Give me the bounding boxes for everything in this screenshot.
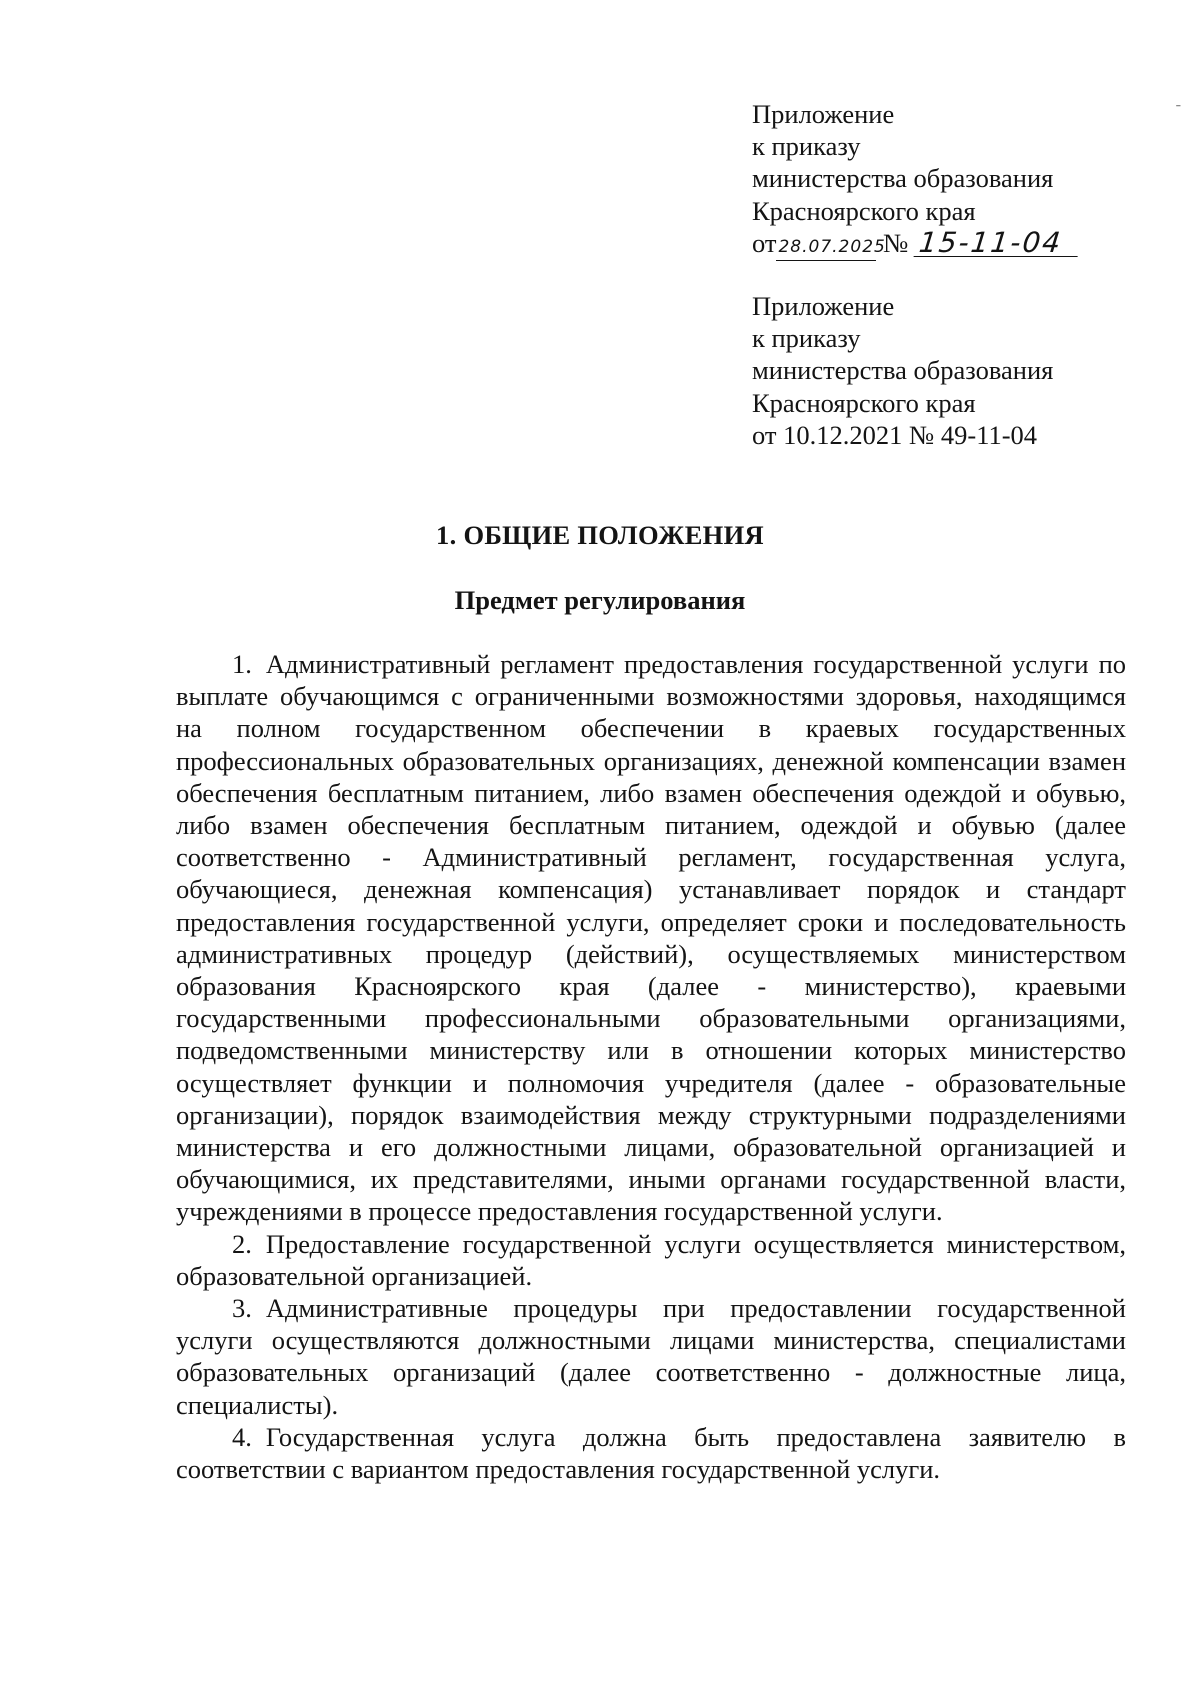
handwritten-date: 28.07.2025 xyxy=(776,234,876,261)
paragraph-text: Предоставление государственной услуги осуществляется министерством, образовательной организацией. xyxy=(176,1228,1126,1291)
section-title: 1. ОБЩИЕ ПОЛОЖЕНИЯ xyxy=(436,520,764,550)
appendix-order-date-number: от 10.12.2021 № 49-11-04 xyxy=(752,419,1038,450)
appendix-order-ref: к приказу xyxy=(752,323,861,354)
appendix-region: Красноярского края xyxy=(752,195,976,226)
appendix-label: Приложение xyxy=(752,99,895,129)
appendix-order-ref: к приказу xyxy=(752,131,861,162)
paragraph-number: 2. xyxy=(232,1228,252,1259)
appendix-order-line xyxy=(752,227,1079,261)
paragraph-number: 3. xyxy=(232,1293,252,1324)
subsection-title: Предмет регулирования xyxy=(454,585,746,615)
appendix-header-new xyxy=(752,98,1079,261)
paragraph-2 xyxy=(176,1228,1126,1292)
paragraph-4 xyxy=(176,1421,1126,1485)
paragraph-3 xyxy=(176,1292,1126,1421)
paragraph-text: Государственная услуга должна быть предоставлена заявителю в соответствии с вариантом предоставления государственной услуги. xyxy=(176,1421,1126,1485)
corner-mark: ˉ xyxy=(1176,103,1181,118)
paragraph-text: Административные процедуры при предоставлении государственной услуги осуществляются должностными лицами министерства, специалистами образовательных организаций (далее соответственно - должностные лица, специалисты). xyxy=(176,1293,1126,1420)
appendix-label: Приложение xyxy=(752,291,895,321)
number-label: № xyxy=(883,227,909,258)
paragraph-number: 1. xyxy=(232,649,252,679)
appendix-ministry: министерства образования xyxy=(752,355,1054,386)
appendix-header-old xyxy=(752,290,1053,451)
handwritten-number: 15-11-04 xyxy=(914,230,1081,257)
paragraph-number: 4. xyxy=(232,1421,252,1452)
appendix-ministry: министерства образования xyxy=(752,163,1054,194)
from-label: от xyxy=(752,227,777,258)
paragraph-text: Административный регламент предоставления государственной услуги по выплате обучающимся с ограниченными возможностями здоровья, находящимся на полном государственном обеспечении в краевых государственных профессиональных образовательных организациях, денежной компенсации взамен обеспечения бесплатным питанием, либо взамен обеспечения одеждой и обувью, либо взамен обеспечения бесплатным питанием, одеждой и обувью (далее соответственно - Административный регламент, государственная услуга, обучающиеся, денежная компенсация) устанавливает порядок и стандарт предоставления государственной услуги, определяет сроки и последовательность административных процедур (действий), осуществляемых министерством образования Красноярского края (далее - министерство), краевыми государственными профессиональными образовательными организациями, подведомственными министерству или в отношении которых министерство осуществляет функции и полномочия учредителя (далее - образовательные организации), порядок взаимодействия между структурными подразделениями министерства и его должностными лицами, образовательной организацией и обучающимися, их представителями, иными органами государственной власти, учреждениями в процессе предоставления государственной услуги. xyxy=(176,649,1126,1227)
body-text xyxy=(176,648,1126,1485)
appendix-region: Красноярского края xyxy=(752,387,976,418)
paragraph-1 xyxy=(176,648,1126,1228)
